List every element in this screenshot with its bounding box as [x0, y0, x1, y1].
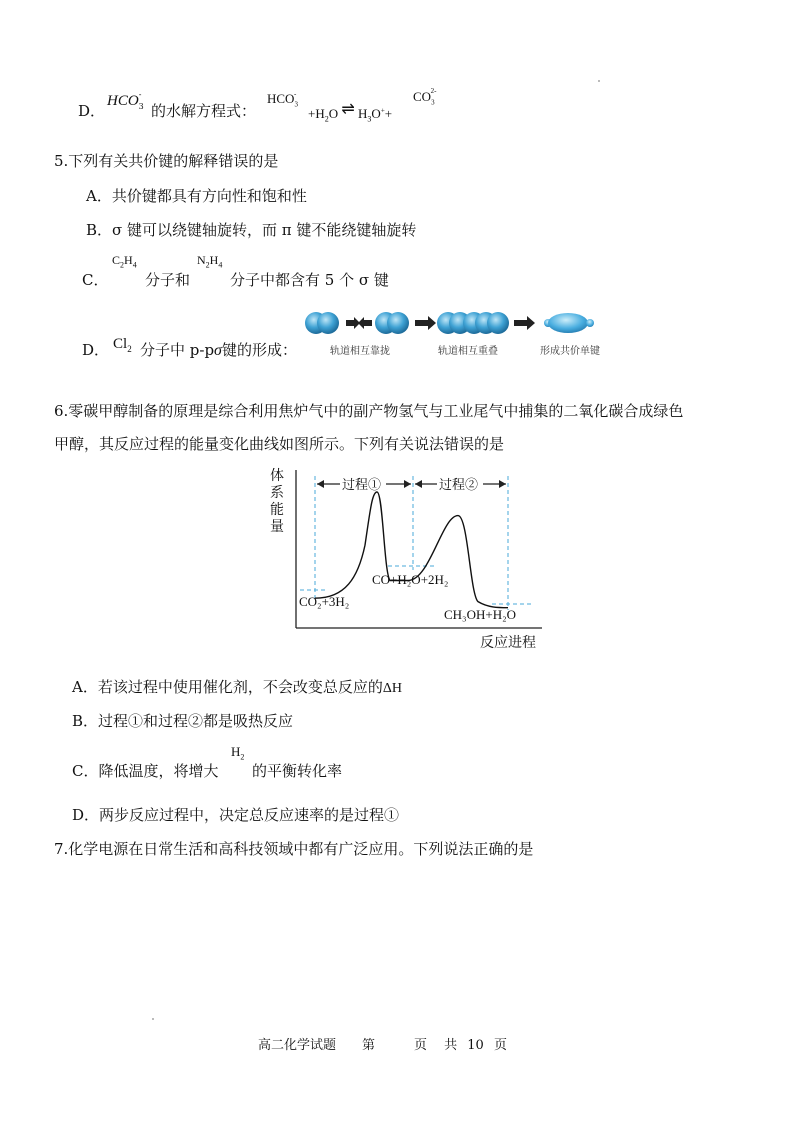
q6-option-c: C．降低温度，将增大 [72, 762, 219, 780]
q4-equation: $HCO_3^-$ [267, 89, 298, 109]
energy-chart-svg [270, 470, 570, 650]
orbitals-overlap-icon [437, 312, 509, 334]
arrow-right-icon [415, 316, 436, 330]
energy-profile-chart [270, 470, 570, 650]
q5-option-d-text: 分子中 p-pσ键的形成： [140, 341, 297, 359]
q6-formula-h2: $H_2$ [231, 744, 245, 762]
y-axis-label: 体 系 能 量 [270, 468, 284, 535]
q5-option-c-end: 分子中都含有 5 个 σ 键 [230, 271, 389, 289]
stage-label-1: 过程① [342, 478, 382, 493]
q6-option-d: D．两步反应过程中，决定总反应速率的是过程① [72, 806, 400, 824]
page-footer: 高二化学试题 第 页 共 10 页 [258, 1038, 507, 1053]
q5-formula-c2h4: $C_2H_4$ [112, 253, 137, 270]
arrow-right-icon-2 [514, 316, 535, 330]
q4-equation-mid: $+H_2O$ ⇌ $H_3O^++$ [308, 101, 393, 124]
q7-stem: 7.化学电源在日常生活和高科技领域中都有广泛应用。下列说法正确的是 [54, 840, 534, 858]
diagram-label-approach: 轨道相互靠拢 [330, 346, 390, 357]
x-axis-label: 反应进程 [480, 635, 536, 651]
species-end: CH₃OH+H₂O [444, 607, 517, 622]
q5-option-d-label: D． [82, 341, 110, 359]
sigma-bond-icon [544, 313, 594, 333]
diagram-label-bond: 形成共价单键 [540, 346, 600, 357]
diagram-label-overlap: 轨道相互重叠 [438, 346, 498, 357]
arrow-right-head-2 [499, 480, 506, 488]
q4-equation-co3: $CO_3^{2-}$ [413, 86, 437, 107]
species-start: CO₂+3H₂ [299, 594, 350, 609]
q6-option-b: B．过程①和过程②都是吸热反应 [72, 712, 294, 730]
q5-stem: 5.下列有关共价键的解释错误的是 [54, 152, 279, 170]
q6-stem-line2: 甲醇，其反应过程的能量变化曲线如图所示。下列有关说法错误的是 [54, 435, 505, 453]
arrow-right-head [404, 480, 411, 488]
orbital-overlap-diagram [300, 305, 610, 363]
q6-option-c-end: 的平衡转化率 [252, 762, 343, 780]
arrow-left-head [317, 480, 324, 488]
scan-speck-2 [152, 1018, 154, 1020]
energy-curve [315, 492, 508, 608]
q5-option-c-mid: 分子和 [145, 271, 191, 289]
q6-option-a: A．若该过程中使用催化剂，不会改变总反应的ΔH [72, 678, 402, 696]
equilibrium-arrow-icon: ⇌ [341, 101, 355, 118]
q5-formula-n2h4: $N_2H_4$ [197, 253, 223, 270]
species-intermediate: CO+H₂O+2H₂ [372, 572, 449, 587]
q4-formula-hco3: $HCO_3^-$ [107, 90, 144, 111]
arrow-left-head-2 [415, 480, 422, 488]
q6-stem-line1: 6.零碳甲醇制备的原理是综合利用焦炉气中的副产物氢气与工业尾气中捕集的二氧化碳合成绿色 [54, 402, 684, 420]
scan-speck [598, 80, 600, 82]
q5-option-a: A．共价键都具有方向性和饱和性 [86, 187, 307, 205]
approach-arrows-icon [346, 317, 372, 329]
q4-optd-text: 的水解方程式： [151, 102, 257, 120]
q5-option-c-label: C． [82, 271, 109, 289]
stage-label-2: 过程② [439, 478, 479, 493]
q4-option-d: D． [78, 102, 106, 120]
q5-formula-cl2: $Cl_2$ [113, 336, 132, 354]
q5-option-b: B．σ 键可以绕键轴旋转，而 π 键不能绕键轴旋转 [86, 221, 417, 239]
